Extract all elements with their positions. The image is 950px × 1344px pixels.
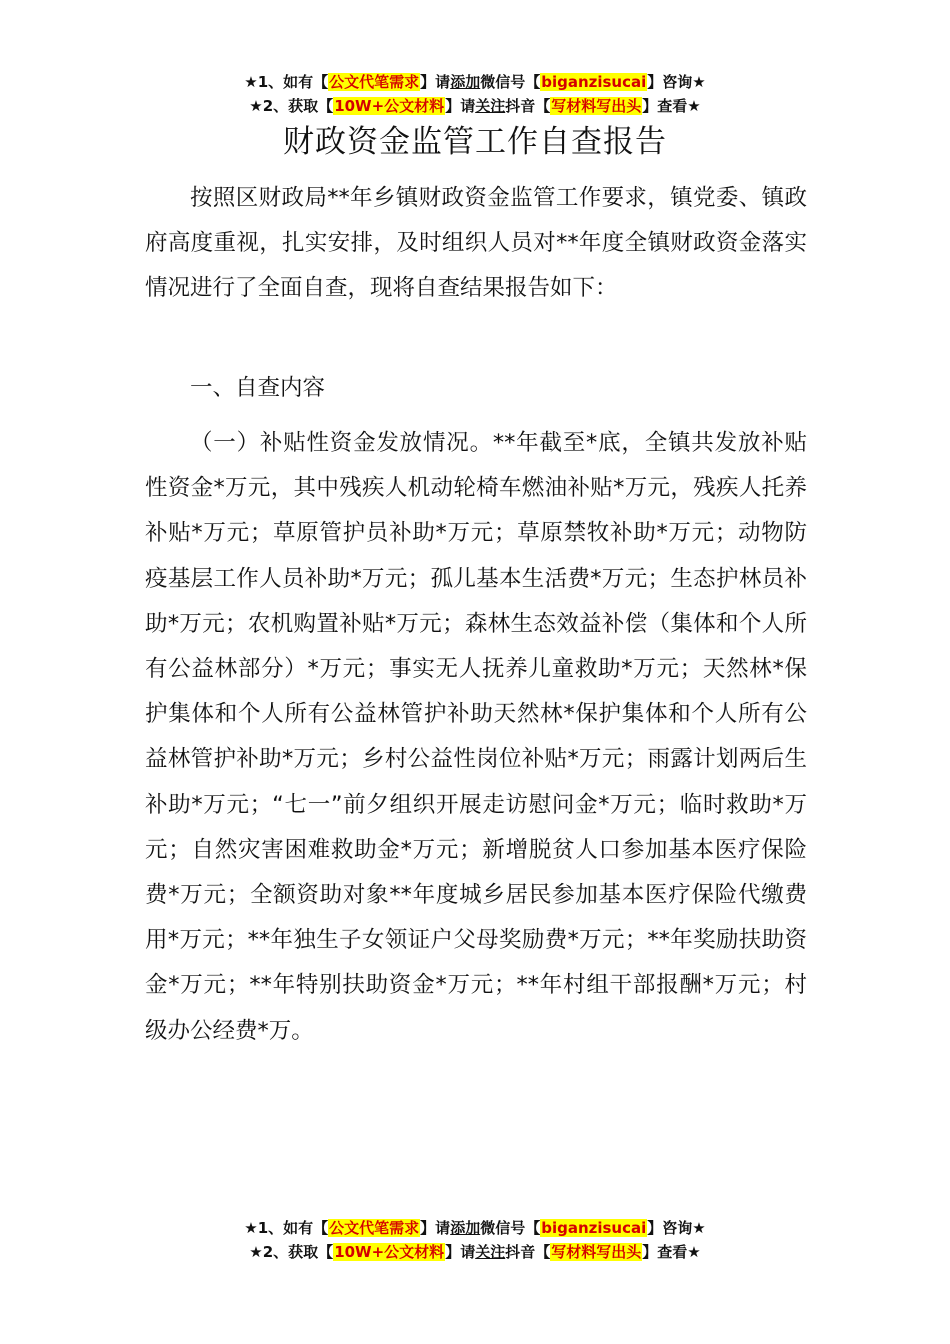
promo-highlight: 写材料写出头 [551, 1243, 642, 1261]
promo-underline: 添加 [450, 1219, 481, 1237]
intro-paragraph: 按照区财政局**年乡镇财政资金监管工作要求，镇党委、镇政府高度重视，扎实安排，及时组织人员对**年度全镇财政资金落实情况进行了全面自查，现将自查结果报告如下： [145, 185, 807, 302]
promo-line-2 [0, 1240, 950, 1264]
promo-text: ★1、如有【 [244, 1219, 329, 1237]
promo-banner-bottom [0, 1216, 950, 1264]
promo-text: 】请 [420, 73, 451, 91]
promo-line-1 [0, 70, 950, 94]
promo-underline: 关注 [475, 1243, 506, 1261]
section-paragraph: （一）补贴性资金发放情况。**年截至*底，全镇共发放补贴性资金*万元，其中残疾人机动轮椅车燃油补贴*万元，残疾人托养补贴*万元；草原管护员补助*万元；草原禁牧补助*万元；动物防疫基层工作人员补助*万元；孤儿基本生活费*万元；生态护林员补助*万元；农机购置补贴*万元；森林生态效益补偿（集体和个人所有公益林部分）*万元；事实无人抚养儿童救助*万元；天然林*保护集体和个人所有公益林管护补助天然林*保护集体和个人所有公益林管护补助*万元；乡村公益性岗位补贴*万元；雨露计划两后生补助*万元；“七一”前夕组织开展走访慰问金*万元；临时救助*万元；自然灾害困难救助金*万元；新增脱贫人口参加基本医疗保险费*万元；全额资助对象**年度城乡居民参加基本医疗保险代缴费用*万元；**年独生子女领证户父母奖励费*万元；**年奖励扶助资金*万元；**年特别扶助资金*万元；**年村组干部报酬*万元；村级办公经费*万。 [145, 430, 807, 1044]
promo-highlight: 10W+公文材料 [334, 1243, 445, 1261]
promo-text: ★2、获取【 [249, 97, 334, 115]
promo-text: 微信号【 [480, 73, 541, 91]
promo-highlight: 写材料写出头 [551, 97, 642, 115]
promo-underline: 添加 [450, 73, 481, 91]
promo-text: 抖音【 [505, 97, 551, 115]
promo-text: 】查看★ [642, 1243, 701, 1261]
promo-highlight: biganzisucai [541, 73, 647, 91]
promo-text: 微信号【 [480, 1219, 541, 1237]
section-heading: 一、自查内容 [190, 375, 326, 401]
promo-text: ★1、如有【 [244, 73, 329, 91]
page-title: 财政资金监管工作自查报告 [283, 124, 667, 160]
promo-line-1 [0, 1216, 950, 1240]
promo-highlight: 10W+公文材料 [334, 97, 445, 115]
promo-text: 抖音【 [505, 1243, 551, 1261]
promo-underline: 关注 [475, 97, 506, 115]
promo-text: 】请 [420, 1219, 451, 1237]
promo-highlight: 公文代笔需求 [329, 1219, 420, 1237]
promo-text: ★2、获取【 [249, 1243, 334, 1261]
promo-line-2 [0, 94, 950, 118]
promo-banner-top [0, 70, 950, 118]
promo-highlight: 公文代笔需求 [329, 73, 420, 91]
promo-text: 】咨询★ [647, 73, 706, 91]
promo-highlight: biganzisucai [541, 1219, 647, 1237]
promo-text: 】请 [445, 97, 476, 115]
promo-text: 】咨询★ [647, 1219, 706, 1237]
promo-text: 】请 [445, 1243, 476, 1261]
promo-text: 】查看★ [642, 97, 701, 115]
